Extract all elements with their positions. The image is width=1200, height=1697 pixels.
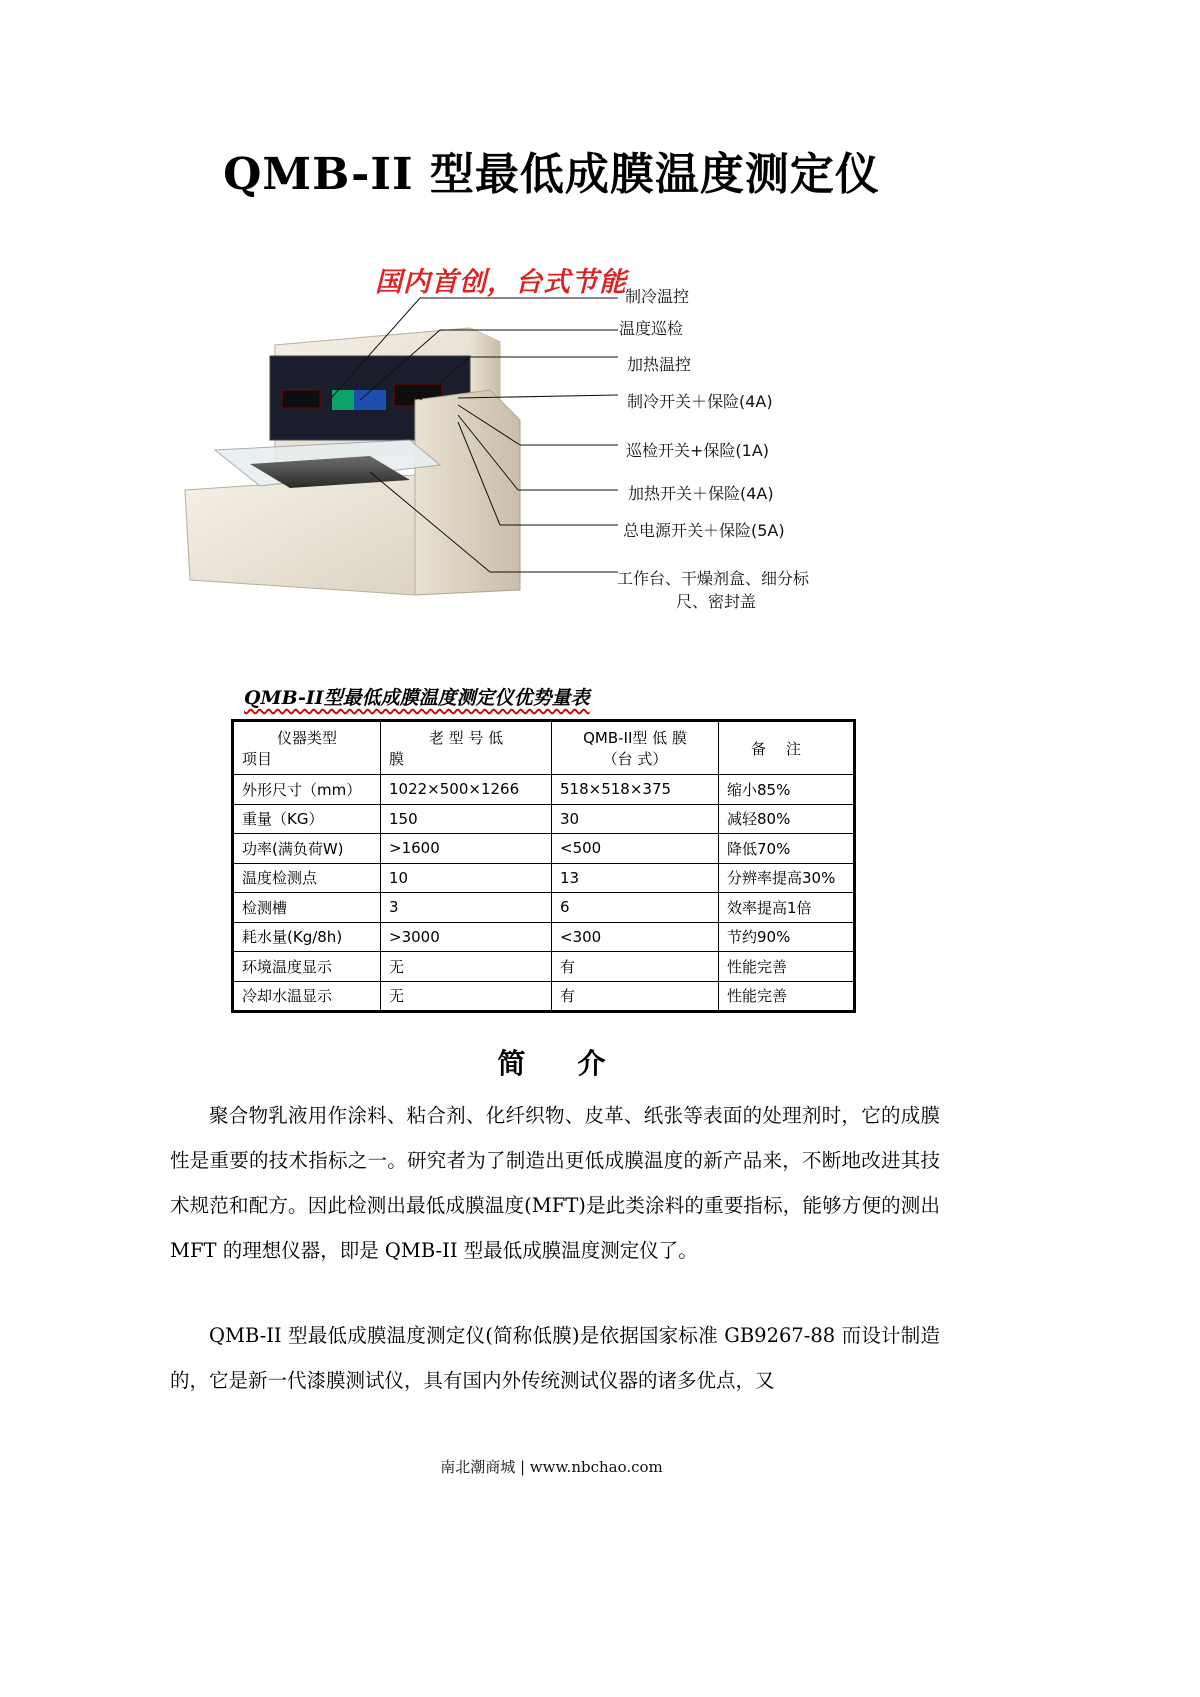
- cell-new: <500: [552, 834, 719, 864]
- cell-old: 3: [381, 893, 552, 923]
- table-row: [233, 863, 855, 893]
- section-heading-char-2: 介: [577, 1047, 606, 1080]
- header-cell-item: [233, 721, 381, 775]
- cell-old: 无: [381, 981, 552, 1012]
- header-new-model: QMB-II型 低 膜: [583, 729, 687, 747]
- header-instrument-type: 仪器类型: [276, 729, 337, 747]
- cell-item: 耗水量(Kg/8h): [233, 922, 381, 952]
- callout-temperature-patrol: 温度巡检: [619, 319, 684, 338]
- callout-main-power-switch: 总电源开关＋保险(5A): [623, 521, 785, 540]
- slogan: 国内首创，台式节能: [375, 267, 627, 298]
- cell-old: 150: [381, 804, 552, 834]
- header-note: 备注: [719, 721, 855, 775]
- comparison-table: [231, 719, 856, 1013]
- cell-note: 性能完善: [719, 952, 855, 982]
- cell-item: 功率(满负荷W): [233, 834, 381, 864]
- cell-old: >3000: [381, 922, 552, 952]
- callout-heating-switch: 加热开关＋保险(4A): [628, 484, 774, 503]
- cell-new: 有: [552, 952, 719, 982]
- cell-new: 13: [552, 863, 719, 893]
- callout-patrol-switch: 巡检开关+保险(1A): [626, 441, 770, 460]
- table-row: [233, 922, 855, 952]
- cell-note: 节约90%: [719, 922, 855, 952]
- section-heading: [0, 1042, 1103, 1082]
- cell-old: 10: [381, 863, 552, 893]
- cell-note: 缩小85%: [719, 775, 855, 805]
- table-title: QMB-II型最低成膜温度测定仪优势量表: [244, 687, 590, 709]
- table-row: [233, 893, 855, 923]
- cell-item: 外形尺寸（mm）: [233, 775, 381, 805]
- cell-note: 分辨率提高30%: [719, 863, 855, 893]
- cell-note: 降低70%: [719, 834, 855, 864]
- cell-new: 有: [552, 981, 719, 1012]
- header-old-model: 老 型 号 低: [428, 729, 504, 747]
- table-row: [233, 952, 855, 982]
- cell-item: 检测槽: [233, 893, 381, 923]
- cell-new: <300: [552, 922, 719, 952]
- callout-refrigeration-control: 制冷温控: [625, 287, 690, 306]
- header-cell-old: [381, 721, 552, 775]
- cell-new: 30: [552, 804, 719, 834]
- header-cell-new: [552, 721, 719, 775]
- cell-item: 温度检测点: [233, 863, 381, 893]
- table-row: [233, 834, 855, 864]
- header-item: 项目: [242, 750, 273, 768]
- table-row: [233, 804, 855, 834]
- table-row: [233, 775, 855, 805]
- cell-item: 冷却水温显示: [233, 981, 381, 1012]
- cell-new: 6: [552, 893, 719, 923]
- cell-new: 518×518×375: [552, 775, 719, 805]
- cell-old: 无: [381, 952, 552, 982]
- table-row: [233, 981, 855, 1012]
- cell-note: 性能完善: [719, 981, 855, 1012]
- section-heading-char-1: 简: [497, 1047, 526, 1080]
- cell-old: 1022×500×1266: [381, 775, 552, 805]
- product-figure: [170, 250, 870, 630]
- callout-workbench-line2: 尺、密封盖: [676, 592, 757, 611]
- table-header-row: [233, 721, 855, 775]
- callout-workbench-line1: 工作台、干燥剂盒、细分标: [617, 569, 810, 588]
- callout-heating-control: 加热温控: [627, 355, 692, 374]
- intro-paragraph-2: QMB-II 型最低成膜温度测定仪(简称低膜)是依据国家标准 GB9267-88 而设计制造的，它是新一代漆膜测试仪，具有国内外传统测试仪器的诸多优点，又: [170, 1324, 940, 1392]
- cell-old: >1600: [381, 834, 552, 864]
- cell-note: 效率提高1倍: [719, 893, 855, 923]
- callout-refrigeration-switch: 制冷开关＋保险(4A): [627, 392, 773, 411]
- header-old-model-suffix: 膜: [389, 750, 405, 768]
- cell-item: 重量（KG）: [233, 804, 381, 834]
- page-title: QMB-II 型最低成膜温度测定仪: [223, 149, 880, 200]
- intro-paragraph-1: 聚合物乳液用作涂料、粘合剂、化纤织物、皮革、纸张等表面的处理剂时，它的成膜性是重要的技术指标之一。研究者为了制造出更低成膜温度的新产品来，不断地改进其技术规范和配方。因此检测出最低成膜温度(MFT)是此类涂料的重要指标，能够方便的测出 MFT 的理想仪器，即是 QMB-II 型最低成膜温度测定仪了。: [170, 1104, 940, 1262]
- header-new-model-suffix: （台 式）: [602, 750, 668, 768]
- cell-note: 减轻80%: [719, 804, 855, 834]
- cell-item: 环境温度显示: [233, 952, 381, 982]
- page-footer: 南北潮商城 | www.nbchao.com: [440, 1458, 663, 1476]
